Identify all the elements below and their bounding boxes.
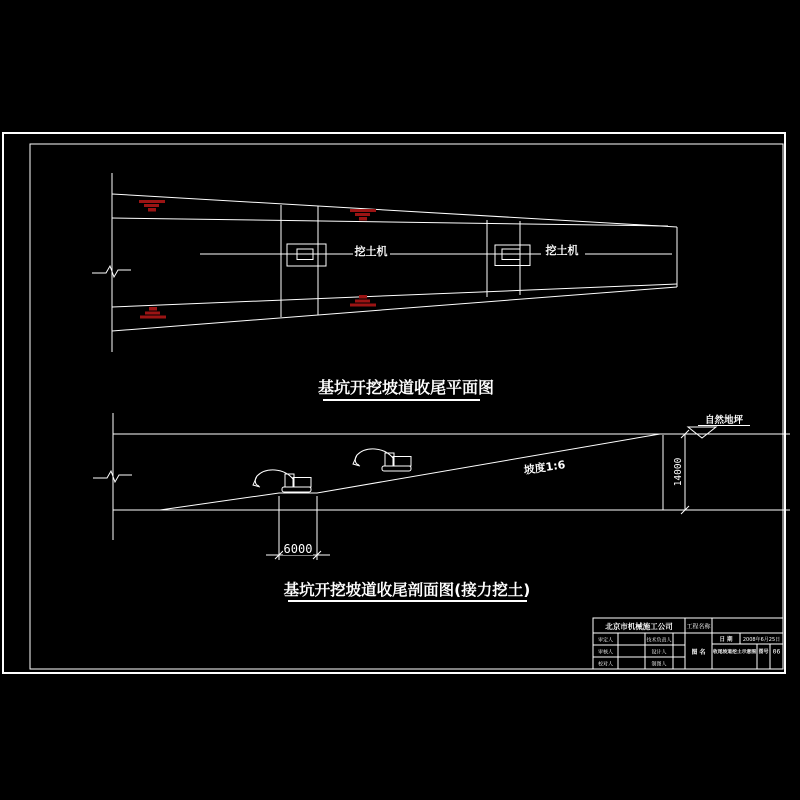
slope-ratio-label: 坡度1:6: [522, 458, 567, 477]
slope-marker-icon: [140, 307, 166, 319]
excavator-icon: [253, 470, 311, 492]
date-value: 2008年6月25日: [742, 637, 781, 643]
drawing-name-label: 图 名: [691, 649, 706, 656]
sheet-no-label: 图号: [758, 649, 769, 655]
ground-level-icon: [688, 427, 716, 438]
date-label: 日 期: [719, 637, 733, 643]
excavator2-plan-outline: [495, 245, 530, 266]
ramp-bottom-outer-edge: [112, 287, 677, 331]
plan-view-title: 基坑开挖坡道收尾平面图: [317, 378, 495, 397]
excavator-icon: [353, 449, 411, 471]
personnel-label: 审定人: [597, 637, 614, 644]
project-name-label: 工程名称: [686, 623, 711, 631]
slope-marker-icon: [139, 200, 165, 212]
plan-view: [92, 173, 677, 400]
width-dimension: 6000: [283, 542, 313, 556]
company-name: 北京市机械施工公司: [605, 622, 673, 631]
ground-label: 自然地坪: [704, 415, 744, 426]
section-view-title: 基坑开挖坡道收尾剖面图(接力挖土): [283, 581, 531, 599]
personnel-label: 制图人: [651, 661, 667, 668]
ramp-bottom-inner-edge: [112, 284, 677, 307]
personnel-label: 技术负责人: [646, 637, 672, 644]
depth-dimension: 14000: [673, 457, 684, 487]
slope-marker-icon: [350, 209, 376, 221]
title-block: [593, 618, 783, 669]
personnel-label: 设计人: [651, 649, 667, 656]
section-view: [93, 413, 790, 601]
personnel-label: 审核人: [597, 649, 614, 656]
excavator1-plan-outline: [287, 244, 326, 266]
ramp-slope-line: [160, 434, 660, 510]
excavator-label: 挖土机: [354, 245, 388, 258]
sheet-no-value: 06: [772, 647, 781, 656]
drawing-name-value: 收尾坡道挖土示意图: [712, 650, 757, 655]
excavator-label: 挖土机: [545, 244, 579, 257]
personnel-label: 校对人: [597, 661, 614, 668]
